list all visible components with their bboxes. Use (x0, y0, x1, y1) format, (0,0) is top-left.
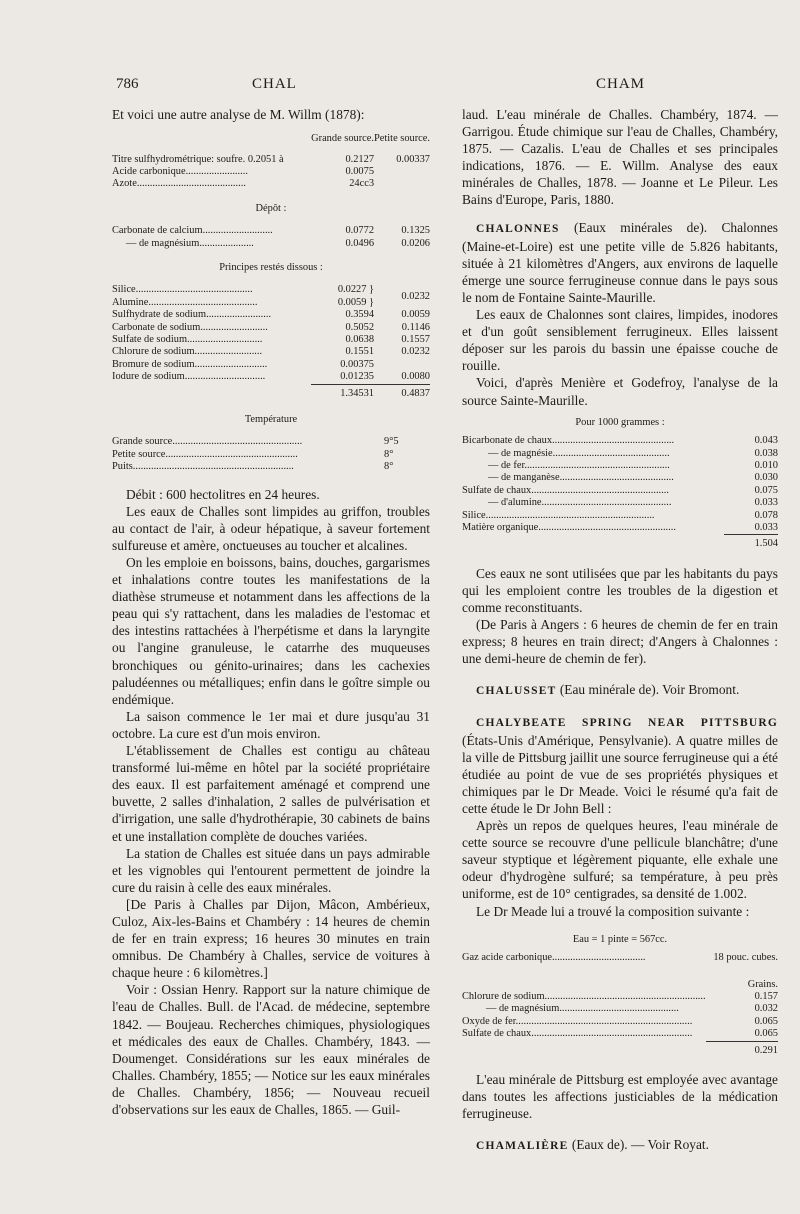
entry-chamaliere: CHAMALIÈRE (Eaux de). — Voir Royat. (476, 1137, 709, 1153)
headword: CHAMALIÈRE (476, 1140, 569, 1153)
header-left-title: CHAL (252, 76, 297, 92)
temperature-title: Température (244, 414, 298, 425)
table-row: — de fer........................................................ 0.010 (488, 460, 778, 471)
grains-head: Grains. (747, 978, 778, 990)
paragraph: La saison commence le 1er mai et dure jusqu'au 31 octobre. La cure est d'un mois environ. (112, 708, 430, 741)
paragraph: Après un repos de quelques heures, l'eau minérale de cette source se recouvre d'une pellicule blanchâtre; d'une saveur styptique et légèrement piquante, elle exhale une odeur d'hydrogène sulfuré; sa température, à peu près uniforme, est de 10° centigrades, sa densité de 1.002. (462, 818, 778, 902)
principes-title: Principes restés dissous : (219, 261, 323, 273)
paragraph: La station de Challes est située dans un pays admirable et les vignobles qui l'entourent permettent de joindre la cure du raisin à celle des eaux minérales. (112, 845, 430, 895)
paragraph: [De Paris à Challes par Dijon, Mâcon, Ambérieux, Culoz, Aix-les-Bains et Chambéry : 14 heures de chemin de fer en train express; 16 heures 30 minutes en train omnibus. De Chambéry à Challes, service de voitures à chaque heure : 6 kilomètres.] (112, 896, 430, 981)
chalonnes-analysis-table (462, 435, 778, 551)
table-row: Acide carbonique........................ 0.0075 (112, 165, 375, 177)
table-row: Bicarbonate de chaux............................................... 0.043 (462, 435, 778, 447)
entry-chalusset: CHALUSSET (Eau minérale de). Voir Bromont. (476, 682, 740, 698)
headword: CHALONNES (476, 222, 560, 235)
bibliography-paragraph: Voir : Ossian Henry. Rapport sur la nature chimique de l'eau de Challes. Bull. de l'Acad. de médecine, septembre 1842. — Boujeau. Recherches chimiques, physiologiques et médicales des eaux de Challes. Chambéry, 1843. — Doumenget. Considérations sur les eaux minérales de Challes. Chambéry, 1855; — Notice sur les eaux minérales de Challes. Chambéry, 1856; — Nouveau recueil d'observations sur les eaux de Challes, 1865. — Guil- (112, 982, 430, 1117)
paragraph: Le Dr Meade lui a trouvé la composition suivante : (476, 903, 750, 919)
table-row: — de magnésium..................... 0.0496 0.0206 (126, 237, 430, 249)
table-row: Carbonate de sodium.......................... 0.5052 0.1146 (112, 321, 430, 333)
paragraph: Voici, d'après Menière et Godefroy, l'analyse de la source Sainte-Maurille. (462, 375, 778, 408)
paragraph: On les emploie en boissons, bains, douches, gargarismes et inhalations contre toutes les manifestations de la diathèse strumeuse et notamment dans les affections de la peau qui s'y rattachent, dans les maladies de l'estomac et des intestins rattachées à l'herpétisme et dans la laryngite ou l'angine granuleuse, le catarrhe des muqueuses bronchiques ou génito-urinaires; dans les cachexies paludéennes ou métalliques; enfin dans le goître simple ou endémique. (112, 555, 430, 707)
col-head-grande: Grande source. (311, 133, 375, 145)
table-total-row: 1.34531 0.4837 (112, 384, 430, 400)
table-row: — de magnésie............................................. 0.038 (488, 447, 778, 459)
running-header (0, 76, 800, 96)
willm-analysis-table (112, 133, 430, 474)
header-right-title: CHAM (596, 76, 646, 92)
table-row: Chlorure de sodium.............................................................. 0.157 (462, 991, 778, 1003)
table-row: Chlorure de sodium.......................... 0.1551 0.0232 (112, 346, 430, 358)
table-row: — de magnésium.............................................. 0.032 (486, 1003, 778, 1015)
intro-line: Et voici une autre analyse de M. Willm (1878): (112, 107, 365, 122)
bibliography-continuation: laud. L'eau minérale de Challes. Chambéry, 1874. — Garrigou. Étude chimique sur l'eau de Challes, Chambéry, 1875. — Cazalis. L'eau de Challes et ses principales indications, 1876. — E. Willm. Analyse des eaux minérales de Challes, 1878. — Joanne et Le Pileur. Les Bains d'Europe, Paris, 1880. (462, 107, 778, 208)
table-row: Sulfate de sodium............................. 0.0638 0.1557 (112, 333, 430, 345)
eau-line: Eau = 1 pinte = 567cc. (572, 933, 668, 945)
paragraph: L'établissement de Challes est contigu au château transformé lui-même en hôtel par la société propriétaire des eaux. Il est parfaitement aménagé et comprend une buvette, 2 salles d'inhalation, 2 salles de pulvérisation et d'irrigation, une salle d'hydrothérapie, 30 cabinets de bains et une installation complète de douches variées. (112, 743, 430, 844)
table-row: Grande source.................................................. 9°5 (112, 436, 399, 448)
paragraph: Les eaux de Chalonnes sont claires, limpides, inodores et d'un goût sensiblement ferrugineux. Elles laissent déposer sur les parois du bassin une épaisse couche de rouille. (462, 307, 778, 374)
paragraph: (De Paris à Angers : 6 heures de chemin de fer en train express; 8 heures en train direct; d'Angers à Chalonnes : une demi-heure de chemin de fer). (462, 617, 778, 667)
entry-chalybeate-spring: CHALYBEATE SPRING NEAR PITTSBURG (États-Unis d'Amérique, Pensylvanie). A quatre milles de la ville de Pittsburg jaillit une source ferrugineuse qui a été étudiée au point de vue de ses propriétés physiques et chimiques par le Dr Meade. Voici le résumé qu'a fait de cette étude le Dr John Bell : (462, 716, 778, 816)
table-row: Gaz acide carbonique.................................... 18 pouc. cubes. (462, 952, 778, 964)
headword: CHALYBEATE SPRING NEAR PITTSBURG (476, 716, 778, 729)
table-row: Titre sulfhydrométrique: soufre. 0.2051 à 0.2127 0.00337 (112, 153, 430, 165)
table-row: Carbonate de calcium........................... 0.0772 0.1325 (112, 225, 430, 237)
headword: CHALUSSET (476, 685, 557, 698)
table-row: Sulfhydrate de sodium......................... 0.3594 0.0059 (112, 309, 430, 321)
col-head-petite: Petite source. (374, 133, 430, 145)
table-row: Bromure de sodium............................ 0.00375 (112, 358, 375, 370)
paragraph: Les eaux de Challes sont limpides au griffon, troubles au contact de l'air, à odeur hépatique, à saveur fortement sulfureuse et amère, onctueuses au toucher et alcalines. (112, 503, 430, 553)
debit-line: Débit : 600 hectolitres en 24 heures. (126, 486, 320, 502)
table-row: Sulfate de chaux.............................................................. 0.065 (462, 1028, 778, 1040)
analysis-title: Pour 1000 grammes : (575, 416, 665, 428)
table-row: Azote.......................................... 24cc3 (112, 178, 375, 190)
table-total-row: 0.291 (462, 1041, 778, 1057)
table-row: Silice................................................................. 0.078 (462, 509, 778, 521)
table-row: Silice............................................. 0.0227 } 0.0232 (112, 284, 430, 302)
left-column (112, 106, 430, 1118)
entry-chalonnes: CHALONNES (Eaux minérales de). Chalonnes (Maine-et-Loire) est une petite ville de 5.826 habitants, située à 21 kilomètres d'Angers, aux environs de laquelle émerge une source ferrugineuse connue dans le pays sous le nom de Fontaine Sainte-Maurille. (462, 219, 778, 305)
table-row: Oxyde de fer.................................................................... 0.065 (462, 1015, 778, 1027)
table-row: Iodure de sodium............................... 0.01235 0.0080 (112, 371, 430, 383)
table-row: Puits.............................................................. 8° (112, 461, 394, 473)
pittsburg-analysis-table (462, 952, 778, 1057)
table-row: Sulfate de chaux..................................................... 0.075 (462, 484, 778, 496)
table-total-row: 1.504 (462, 535, 778, 551)
table-row: Alumine.......................................... 0.0059 } (112, 296, 375, 308)
right-column (462, 106, 778, 1155)
table-row: — d'alumine.................................................. 0.033 (488, 497, 778, 509)
page-number: 786 (116, 76, 139, 92)
table-row: Matière organique..................................................... 0.033 (462, 522, 778, 534)
table-row: Petite source................................................... 8° (112, 448, 394, 460)
paragraph: L'eau minérale de Pittsburg est employée avec avantage dans toutes les affections justiciables de la médication ferrugineuse. (462, 1072, 778, 1122)
paragraph: Ces eaux ne sont utilisées que par les habitants du pays qui les emploient contre les troubles de la digestion et comme reconstituants. (462, 565, 778, 616)
table-row: — de manganèse............................................ 0.030 (488, 472, 778, 484)
depot-title: Dépôt : (255, 202, 287, 214)
